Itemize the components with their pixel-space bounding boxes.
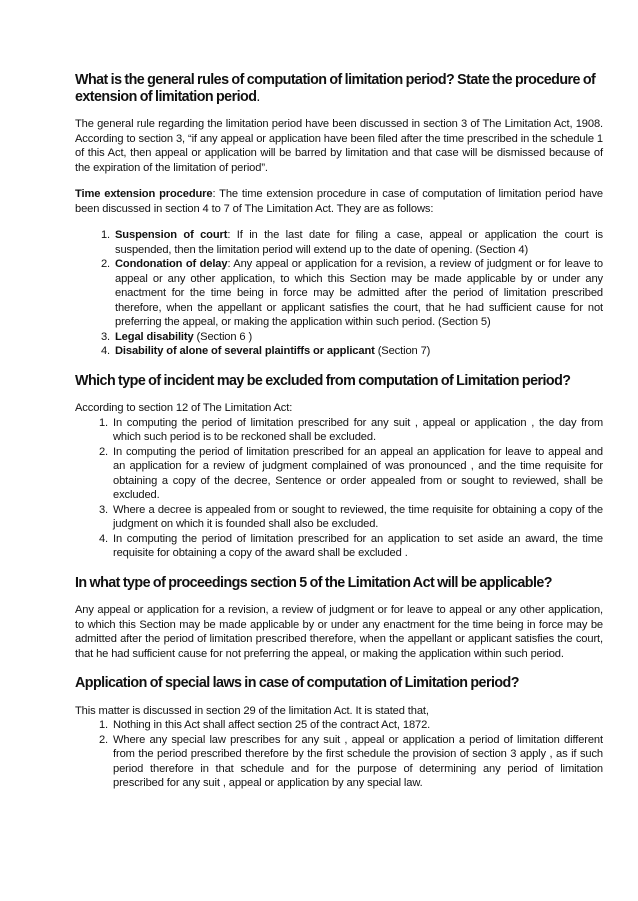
list-item: [113, 330, 603, 345]
exclusion-list: [75, 416, 603, 561]
item-text: (Section 6 ): [193, 330, 253, 343]
section-intro: This matter is discussed in section 29 of the limitation Act. It is stated that,: [75, 704, 429, 717]
extension-list: [75, 228, 603, 359]
item-label: Condonation of delay: [115, 258, 228, 270]
item-label: Suspension of court: [115, 229, 228, 241]
section5-paragraph: Any appeal or application for a revision, a review of judgment or for leave to appeal or any other application, to which this Section may be made applicable by or under any enactment for the time being in force may be admitted after the period of limitation prescribed therefore, when the appellant or applicant satisfies the court, that he had sufficient cause for not preferring the appeal, or making the application within such period.: [75, 604, 603, 660]
list-item: 1. Nothing in this Act shall affect section 25 of the contract Act, 1872.: [111, 718, 603, 733]
item-label: Legal disability: [115, 330, 194, 343]
question-heading-3: In what type of proceedings section 5 of the Limitation Act will be applicable?: [75, 574, 552, 591]
item-label: Disability of alone of several plaintiffs or applicant: [115, 345, 375, 357]
list-item: 3. Where a decree is appealed from or sought to reviewed, the time requisite for obtaining a copy of the judgment on which it is founded shall also be excluded.: [111, 503, 603, 532]
time-extension-paragraph: [75, 187, 603, 216]
question-period: .: [256, 88, 260, 105]
item-text: : Any appeal or application for a revision, a review of judgment or for leave to appeal or any other application, to which this Section may be made applicable by or under any enactment for the time being in force may be admitted after the period of limitation prescribed therefore, when the appellant or applicant satisfies the court, that he had sufficient cause for not preferring the appeal, or making the application within such period. (Section 5): [115, 258, 603, 328]
time-extension-text: : The time extension procedure in case of computation of limitation period have been discussed in section 4 to 7 of The Limitation Act. They are as follows:: [75, 188, 603, 215]
section-intro: According to section 12 of The Limitation Act:: [75, 402, 293, 414]
list-item: 2. In computing the period of limitation prescribed for an appeal an application for leave to appeal and an application for a review of judgment complained of was pronounced , and the time requisite for obtaining a copy of the decree, Sentence or order appealed from or sought to reviewed, shall be excluded.: [111, 445, 603, 503]
question-text: What is the general rules of computation of limitation period? State the procedure of extension of limitation period: [75, 72, 596, 105]
document-content: [75, 72, 603, 791]
list-item: 4. In computing the period of limitation prescribed for an application to set aside an award, the time requisite for obtaining a copy of the award shall be excluded .: [111, 532, 603, 561]
question-heading-1: [75, 72, 603, 105]
question-heading-2: Which type of incident may be excluded from computation of Limitation period?: [75, 372, 571, 389]
question-heading-4: Application of special laws in case of computation of Limitation period?: [75, 675, 519, 691]
list-item: [113, 344, 603, 359]
time-extension-label: Time extension procedure: [75, 188, 213, 200]
item-text: : If in the last date for filing a case, appeal or application the court is suspended, then the limitation period will extend up to the date of opening. (Section 4): [115, 229, 604, 256]
list-item: [113, 228, 603, 257]
list-item: [113, 257, 603, 330]
list-item: 2. Where any special law prescribes for any suit , appeal or application a period of limitation different from the period prescribed therefore by the first schedule the provision of section 3 apply , as if such period therefore in that schedule and for the purpose of determining any period of limitation prescribed for any suit , appeal or application by any special law.: [111, 733, 603, 791]
item-text: (Section 7): [374, 345, 431, 357]
special-laws-list: [75, 718, 603, 791]
general-rule-paragraph: The general rule regarding the limitation period have been discussed in section 3 of The Limitation Act, 1908. According to section 3, “if any appeal or application have been filed after the time prescribed in the schedule 1 of this Act, then appeal or application will be barred by limitation and that case will be dismissed because of the expiration of the limitation of period”.: [75, 118, 603, 174]
list-item: 1. In computing the period of limitation prescribed for any suit , appeal or application , the day from which such period is to be reckoned shall be excluded.: [111, 416, 603, 445]
